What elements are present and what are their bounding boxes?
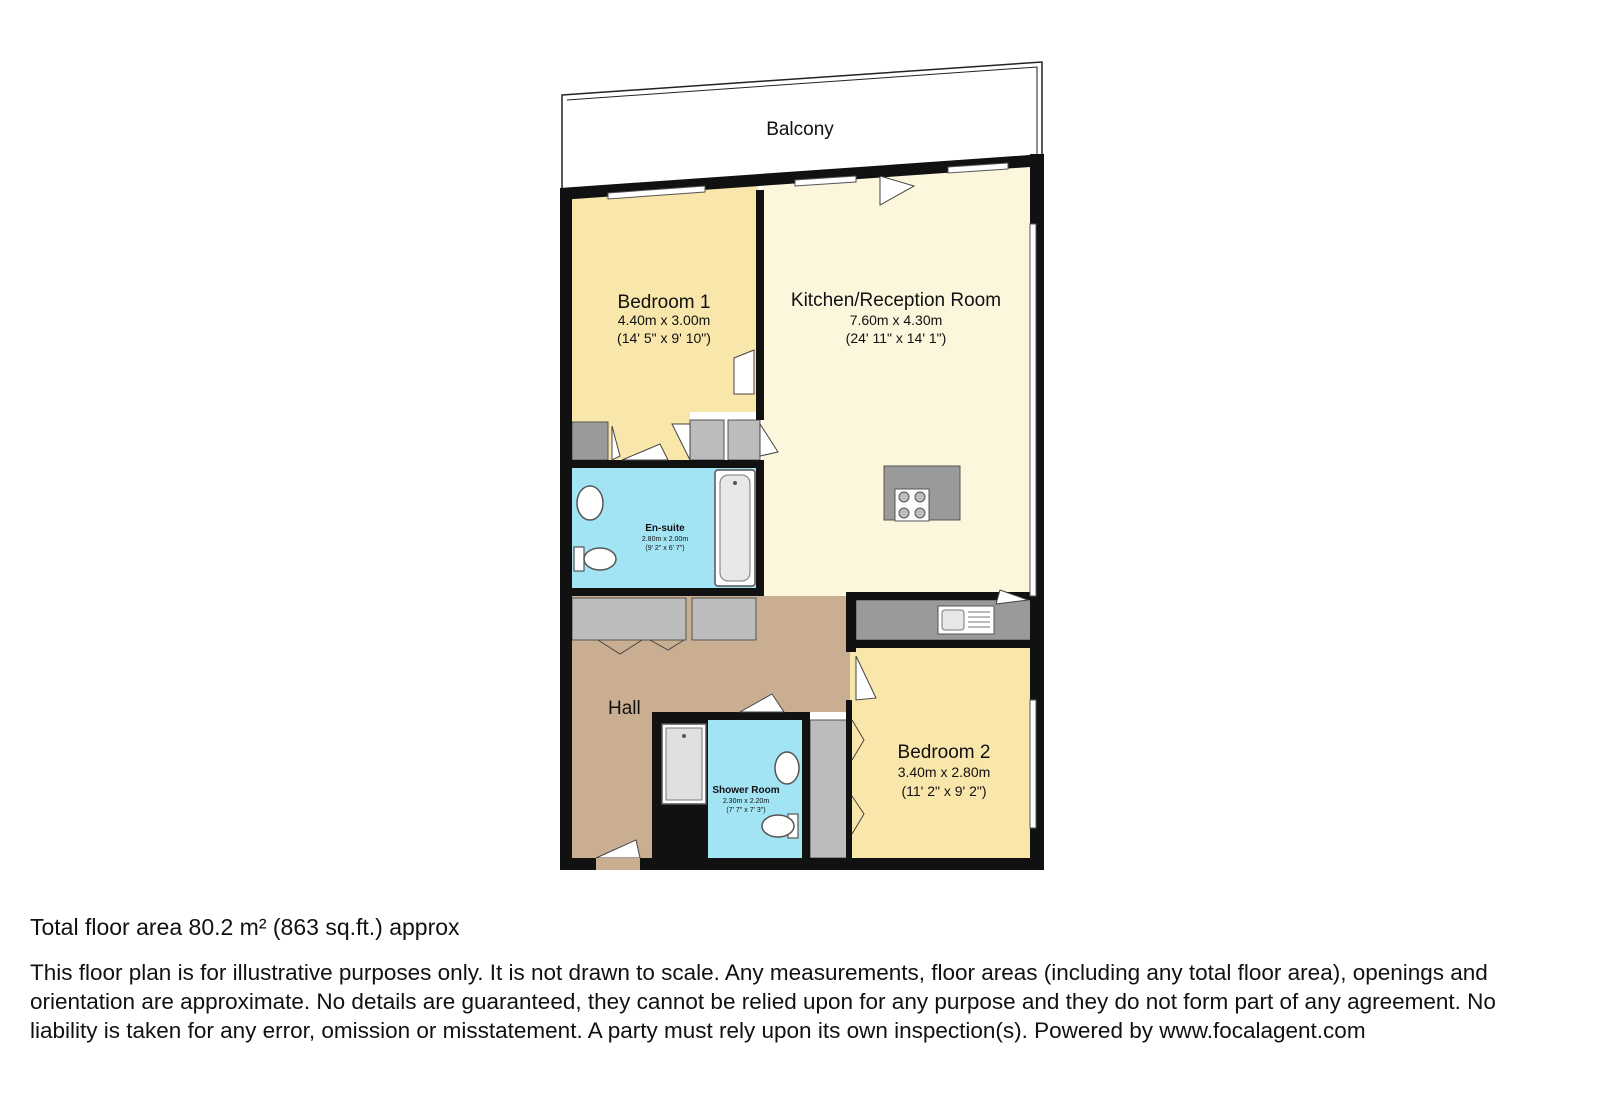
cupboard bbox=[728, 420, 760, 460]
bedroom-2-name: Bedroom 2 bbox=[897, 742, 991, 763]
partition-wall bbox=[846, 592, 856, 652]
basin-icon bbox=[775, 752, 799, 784]
basin-icon bbox=[577, 486, 603, 520]
partition-wall bbox=[846, 700, 852, 858]
ensuite-name: En-suite bbox=[645, 523, 685, 534]
kitchen-area bbox=[762, 166, 1032, 640]
window bbox=[1030, 700, 1036, 828]
door-swing bbox=[734, 350, 754, 394]
cupboard bbox=[690, 420, 724, 460]
kitchen-name: Kitchen/Reception Room bbox=[790, 290, 1002, 311]
shower-room-name: Shower Room bbox=[712, 785, 780, 796]
partition-wall bbox=[802, 712, 810, 858]
partition-wall bbox=[570, 588, 760, 596]
disclaimer-text: This floor plan is for illustrative purposes only. It is not drawn to scale. Any measurements, floor areas (including any total floor area), openings and orientation are approximate. No details are guaranteed, they cannot be relied upon for any purpose and they do not form part of any agreement. No liability is taken for any error, omission or misstatement. A party must rely upon its own inspection(s). Powered by www.focalagent.com bbox=[30, 960, 1496, 1043]
hob-icon bbox=[895, 489, 929, 521]
bedroom-1-dim-metric: 4.40m x 3.00m bbox=[617, 312, 711, 328]
partition-wall bbox=[756, 460, 764, 596]
window bbox=[1030, 224, 1036, 596]
bedroom-1-dim-imperial: (14' 5" x 9' 10") bbox=[617, 330, 711, 346]
shower-room-dim-imperial: (7' 7" x 7' 3") bbox=[726, 807, 766, 814]
ensuite-dim-imperial: (9' 2" x 6' 7") bbox=[645, 545, 685, 552]
kitchen-dim-metric: 7.60m x 4.30m bbox=[849, 312, 943, 328]
bedroom-2-wardrobe bbox=[810, 720, 850, 858]
bedroom-1-name: Bedroom 1 bbox=[617, 292, 711, 313]
bedroom-2-dim-metric: 3.40m x 2.80m bbox=[897, 764, 991, 780]
sink-icon bbox=[938, 606, 994, 634]
partition-wall bbox=[756, 190, 764, 420]
hall-cupboard bbox=[572, 598, 686, 640]
partition-wall bbox=[846, 640, 1032, 648]
wardrobe bbox=[572, 422, 608, 460]
partition-wall bbox=[570, 460, 760, 468]
shower-room-dim-metric: 2.30m x 2.20m bbox=[722, 798, 770, 805]
bedroom-2-dim-imperial: (11' 2" x 9' 2") bbox=[901, 783, 987, 799]
toilet-icon bbox=[574, 547, 584, 571]
balcony-label: Balcony bbox=[766, 119, 834, 140]
hall-name: Hall bbox=[608, 698, 641, 719]
total-floor-area: Total floor area 80.2 m² (863 sq.ft.) approx bbox=[30, 914, 460, 940]
hall-cupboard bbox=[692, 598, 756, 640]
ensuite-dim-metric: 2.80m x 2.00m bbox=[641, 536, 689, 543]
left-wall bbox=[560, 188, 572, 870]
kitchen-dim-imperial: (24' 11" x 14' 1") bbox=[845, 330, 947, 346]
